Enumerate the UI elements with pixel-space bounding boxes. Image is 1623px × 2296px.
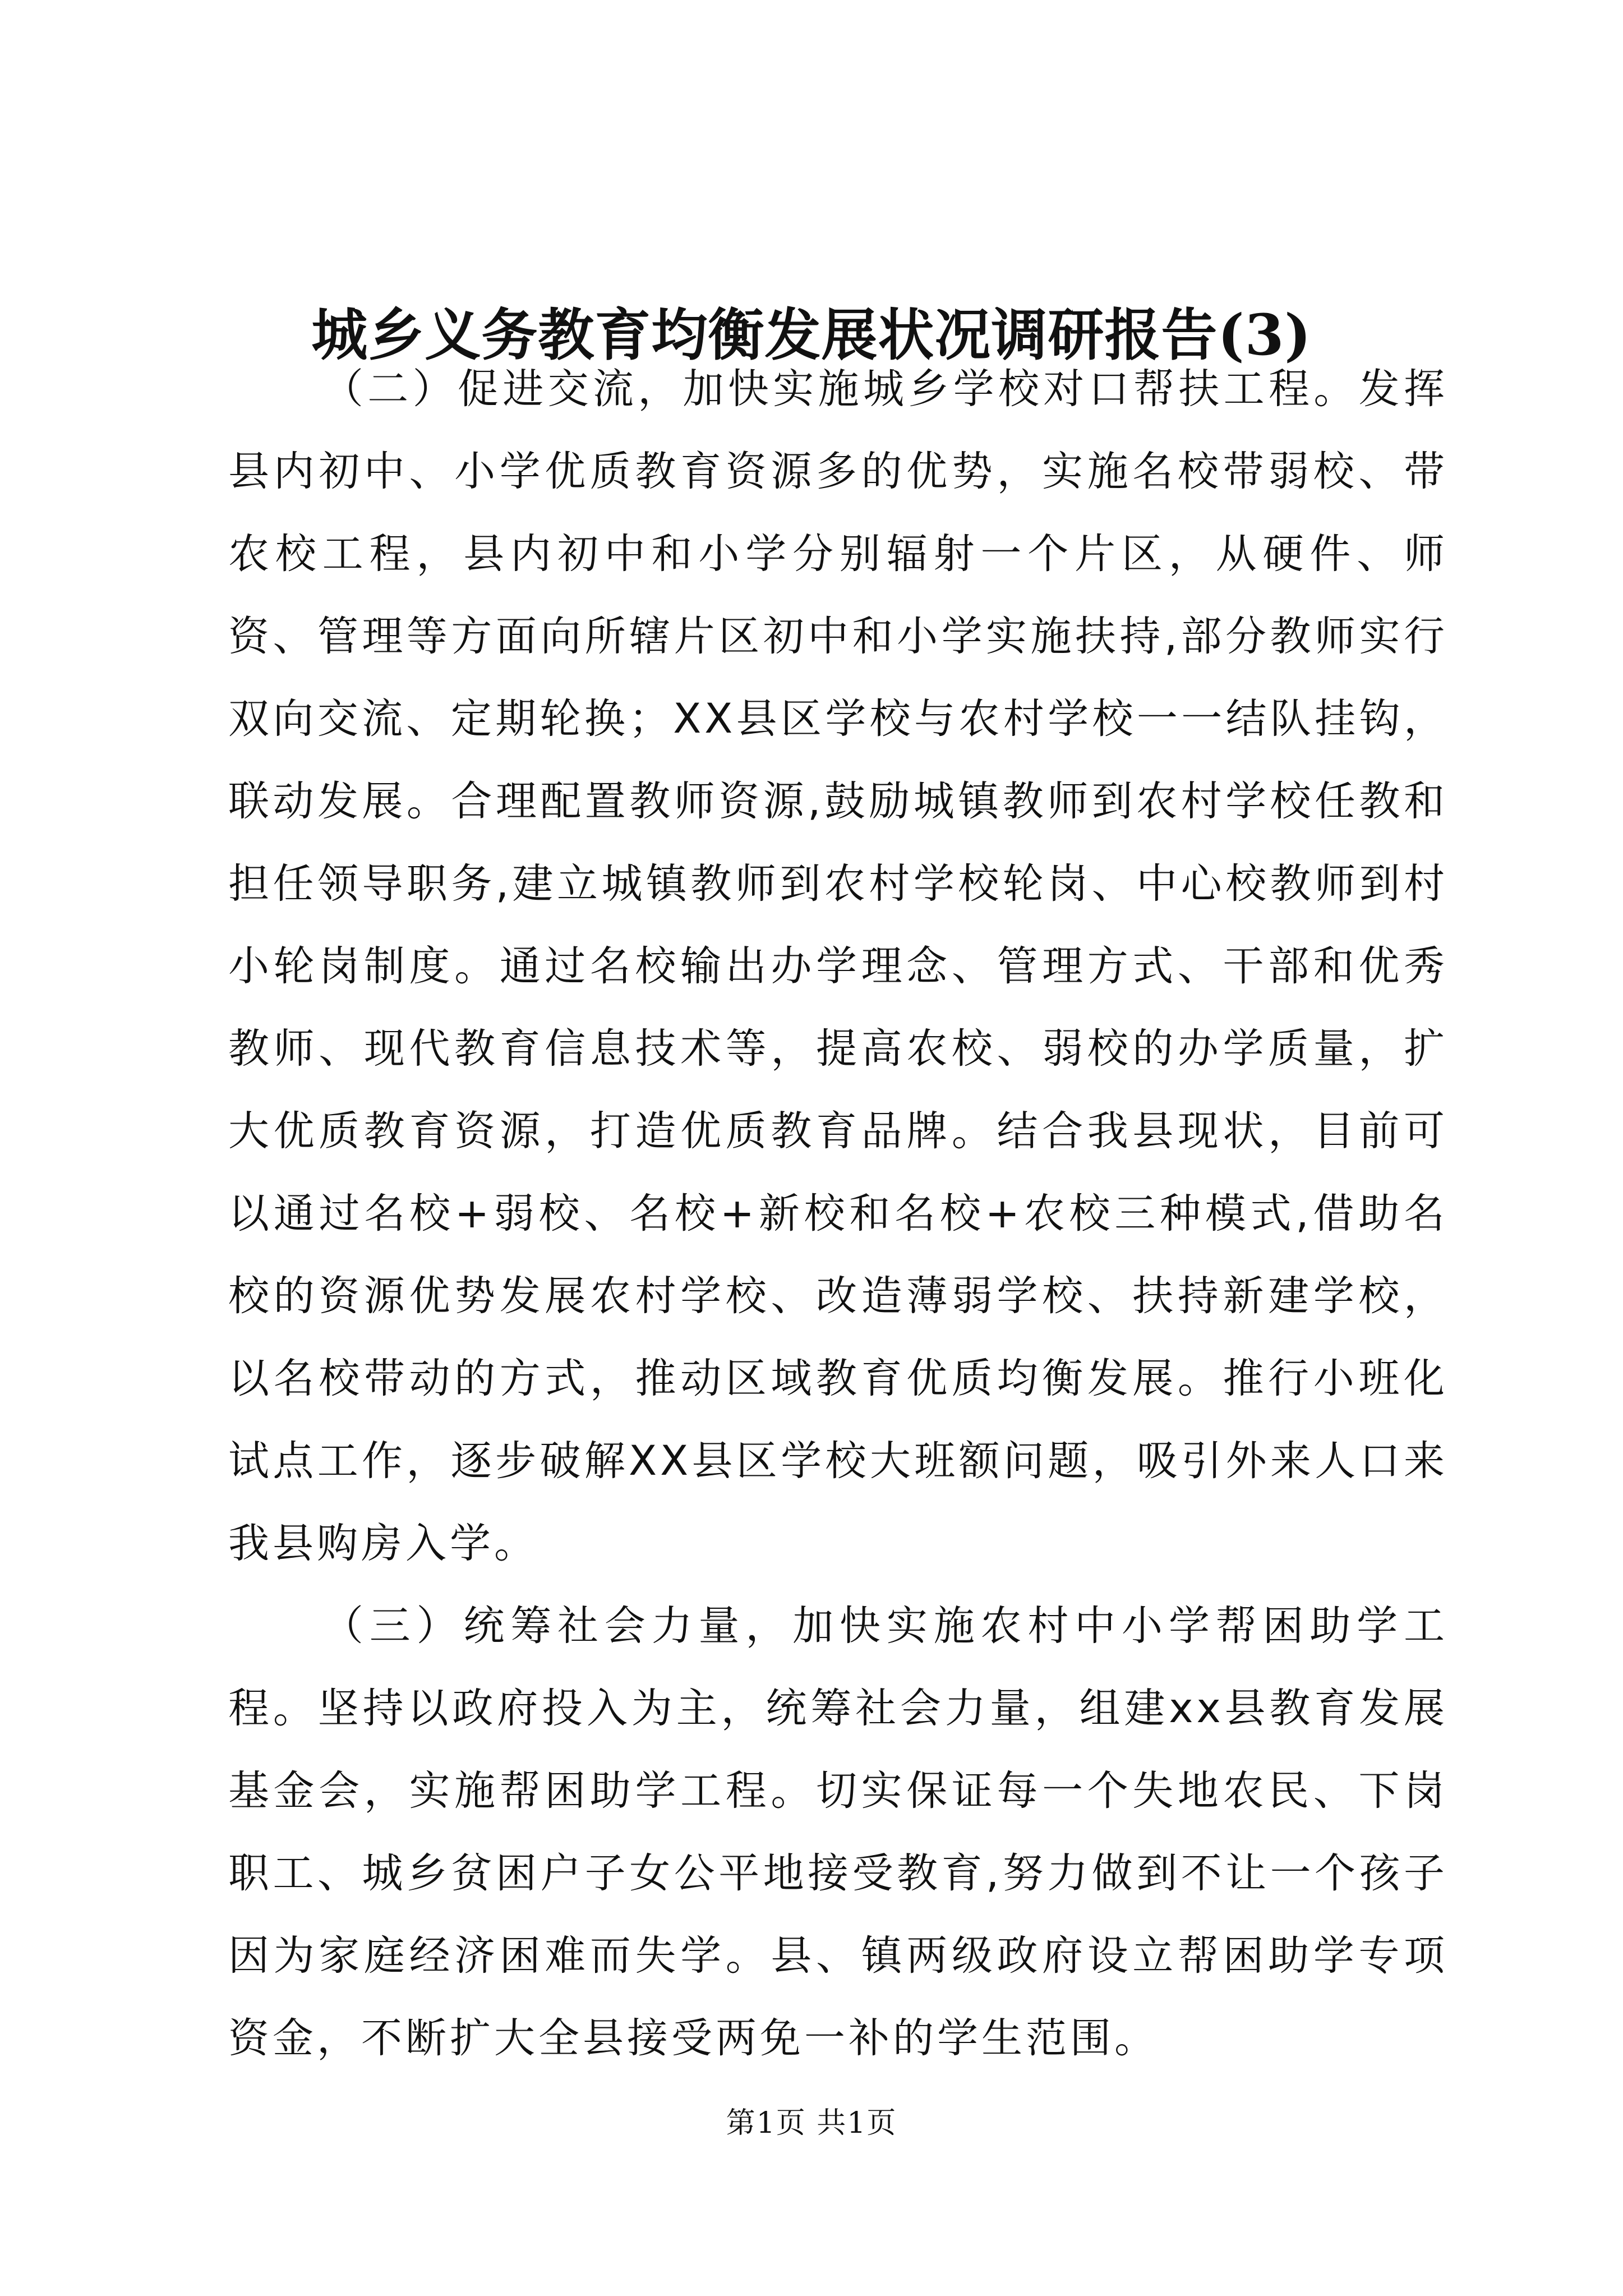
- document-title: 城乡义务教育均衡发展状况调研报告(3): [311, 302, 1312, 368]
- page-footer: 第1页 共1页: [726, 2106, 897, 2140]
- paragraph-2: （二）促进交流，加快实施城乡学校对口帮扶工程。发挥县内初中、小学优质教育资源多的优势，实施名校带弱校、带农校工程，县内初中和小学分别辐射一个片区，从硬件、师资、管理等方面向所辖片区初中和小学实施扶持,部分教师实行双向交流、定期轮换；XX县区学校与农村学校一一结队挂钩，联动发展。合理配置教师资源,鼓励城镇教师到农村学校任教和担任领导职务,建立城镇教师到农村学校轮岗、中心校教师到村小轮岗制度。通过名校输出办学理念、管理方式、干部和优秀教师、现代教育信息技术等，提高农校、弱校的办学质量，扩大优质教育资源，打造优质教育品牌。结合我县现状，目前可以通过名校+弱校、名校+新校和名校+农校三种模式,借助名校的资源优势发展农村学校、改造薄弱学校、扶持新建学校，以名校带动的方式，推动区域教育优质均衡发展。推行小班化试点工作，逐步破解XX县区学校大班额问题，吸引外来人口来我县购房入学。: [228, 365, 1448, 1567]
- document-body: [228, 348, 1448, 2079]
- paragraph-3: （三）统筹社会力量，加快实施农村中小学帮困助学工程。坚持以政府投入为主，统筹社会力量，组建xx县教育发展基金会，实施帮困助学工程。切实保证每一个失地农民、下岗职工、城乡贫困户子女公平地接受教育,努力做到不让一个孩子因为家庭经济困难而失学。县、镇两级政府设立帮困助学专项资金，不断扩大全县接受两免一补的学生范围。: [228, 1602, 1448, 2062]
